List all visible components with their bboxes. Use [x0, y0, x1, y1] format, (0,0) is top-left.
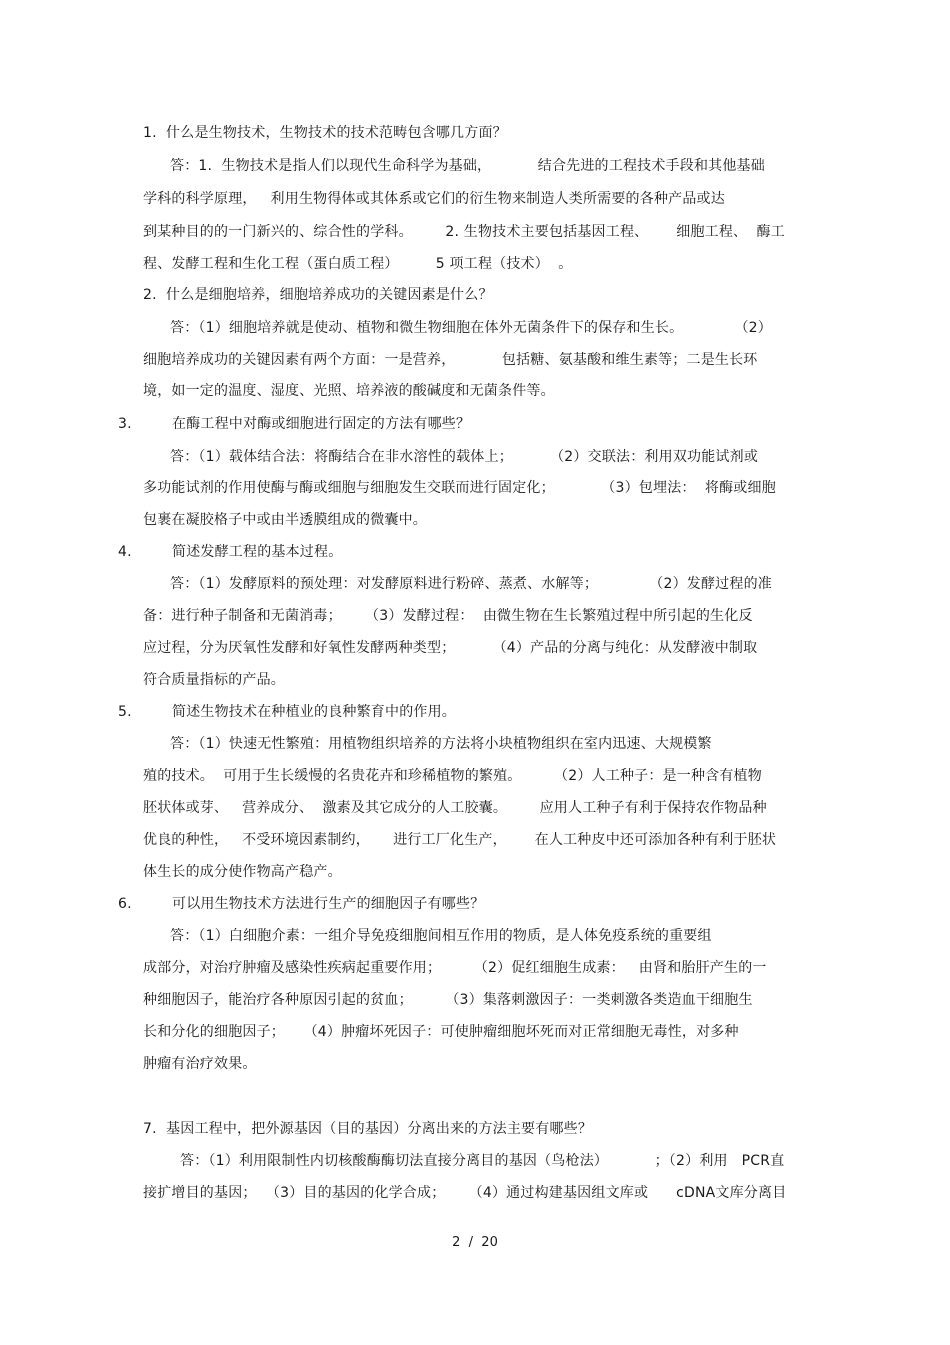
question-5-number: 5.: [118, 704, 132, 720]
question-4-number: 4.: [118, 544, 132, 560]
answer-2-line-1: 答：（1）细胞培养就是使动、植物和微生物细胞在体外无菌条件下的保存和生长。 （2）: [170, 320, 772, 336]
answer-6-line-1: 答：（1）白细胞介素：一组介导免疫细胞间相互作用的物质，是人体免疫系统的重要组: [170, 928, 712, 944]
answer-5-line-1: 答：（1）快速无性繁殖：用植物组织培养的方法将小块植物组织在室内迅速、大规模繁: [170, 736, 712, 752]
question-4: 简述发酵工程的基本过程。: [172, 544, 343, 560]
answer-5-line-4: 优良的种性， 不受环境因素制约， 进行工厂化生产， 在人工种皮中还可添加各种有利于胚状: [143, 832, 777, 848]
answer-4-line-4: 符合质量指标的产品。: [143, 672, 285, 688]
question-7: 7. 基因工程中，把外源基因（目的基因）分离出来的方法主要有哪些？: [143, 1121, 593, 1137]
page-number: 2 / 20: [452, 1235, 498, 1250]
answer-5-line-3: 胚状体或芽、 营养成分、 激素及其它成分的人工胶囊。 应用人工种子有利于保持农作物品种: [143, 800, 767, 816]
question-2: 2. 什么是细胞培养，细胞培养成功的关键因素是什么？: [143, 287, 493, 303]
question-3: 在酶工程中对酶或细胞进行固定的方法有哪些？: [172, 416, 471, 432]
answer-5-line-2: 殖的技术。 可用于生长缓慢的名贵花卉和珍稀植物的繁殖。 （2）人工种子：是一种含有植物: [143, 768, 762, 784]
answer-7-line-1: 答：（1）利用限制性内切核酸酶酶切法直接分离目的基因（鸟枪法） ；（2）利用 PCR直: [180, 1153, 785, 1169]
answer-3-line-1: 答：（1）载体结合法：将酶结合在非水溶性的载体上； （2）交联法：利用双功能试剂或: [170, 449, 759, 465]
answer-2-line-3: 境，如一定的温度、湿度、光照、培养液的酸碱度和无菌条件等。: [143, 383, 555, 399]
answer-6-line-3: 种细胞因子，能治疗各种原因引起的贫血； （3）集落刺激因子：一类刺激各类造血干细胞生: [143, 992, 753, 1008]
answer-6-line-2: 成部分，对治疗肿瘤及感染性疾病起重要作用； （2）促红细胞生成素： 由肾和胎肝产生的一: [143, 960, 767, 976]
answer-3-line-2: 多功能试剂的作用使酶与酶或细胞与细胞发生交联而进行固定化； （3）包埋法： 将酶或细胞: [143, 480, 776, 496]
answer-4-line-1: 答：（1）发酵原料的预处理：对发酵原料进行粉碎、蒸煮、水解等； （2）发酵过程的准: [170, 576, 772, 592]
answer-1-line-2: 学科的科学原理， 利用生物得体或其体系或它们的衍生物来制造人类所需要的各种产品或达: [143, 191, 725, 207]
answer-4-line-2: 备：进行种子制备和无菌消毒； （3）发酵过程： 由微生物在生长繁殖过程中所引起的生化反: [143, 608, 753, 624]
answer-2-line-2: 细胞培养成功的关键因素有两个方面：一是营养， 包括糖、氨基酸和维生素等；二是生长环: [143, 352, 758, 368]
question-1: 1. 什么是生物技术，生物技术的技术范畴包含哪几方面？: [143, 125, 507, 141]
answer-5-line-5: 体生长的成分使作物高产稳产。: [143, 864, 342, 880]
answer-6-line-5: 肿瘤有治疗效果。: [143, 1056, 257, 1072]
answer-1-line-4: 程、发酵工程和生化工程（蛋白质工程） 5 项工程（技术） 。: [143, 256, 573, 272]
answer-1-line-1: 答：1. 生物技术是指人们以现代生命科学为基础， 结合先进的工程技术手段和其他基础: [170, 158, 765, 174]
answer-4-line-3: 应过程，分为厌氧性发酵和好氧性发酵两种类型； （4）产品的分离与纯化：从发酵液中制取: [143, 640, 758, 656]
answer-1-line-3: 到某种目的的一门新兴的、综合性的学科。 2. 生物技术主要包括基因工程、 细胞工程、 酶工: [143, 224, 785, 240]
answer-3-line-3: 包裹在凝胶格子中或由半透膜组成的微囊中。: [143, 512, 427, 528]
question-6: 可以用生物技术方法进行生产的细胞因子有哪些？: [172, 896, 485, 912]
question-6-number: 6.: [118, 896, 132, 912]
answer-6-line-4: 长和分化的细胞因子； （4）肿瘤坏死因子：可使肿瘤细胞坏死而对正常细胞无毒性，对多种: [143, 1024, 739, 1040]
question-3-number: 3.: [118, 416, 132, 432]
question-5: 简述生物技术在种植业的良种繁育中的作用。: [172, 704, 456, 720]
answer-7-line-2: 接扩增目的基因； （3）目的基因的化学合成； （4）通过构建基因组文库或 cDNA文库分离目: [143, 1185, 787, 1201]
